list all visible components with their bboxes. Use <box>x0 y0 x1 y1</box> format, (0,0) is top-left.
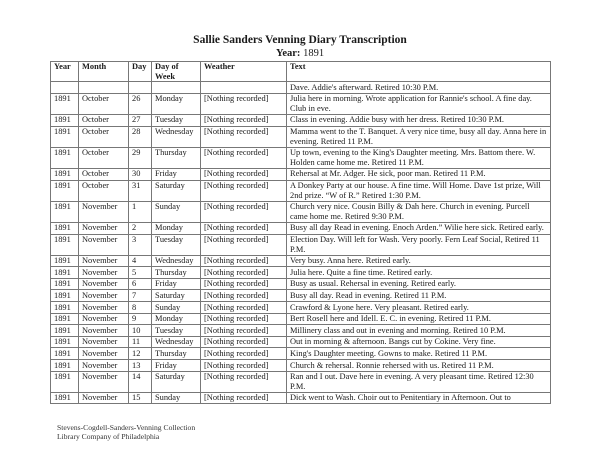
header-month: Month <box>79 62 129 82</box>
cell-year: 1891 <box>51 114 79 126</box>
cell-month: November <box>79 290 129 302</box>
table-row <box>51 371 551 392</box>
cell-text: Crawford & Lyone here. Very pleasant. Retired early. <box>287 302 551 314</box>
cell-month: October <box>79 93 129 114</box>
cell-day-of-week: Monday <box>152 93 201 114</box>
cell-text: Busy as usual. Rehersal in evening. Retired early. <box>287 278 551 290</box>
cell-weather: [Nothing recorded] <box>201 325 287 337</box>
cell-day-of-week: Tuesday <box>152 114 201 126</box>
cell-text: Church very nice. Cousin Billy & Dah here. Church in evening. Purcell came home me. Retired 9:30 P.M. <box>287 201 551 222</box>
cell-weather: [Nothing recorded] <box>201 278 287 290</box>
cell-day: 29 <box>129 147 152 168</box>
header-day: Day <box>129 62 152 82</box>
cell-month: October <box>79 180 129 201</box>
year-label: Year: <box>275 48 301 59</box>
header-year: Year <box>51 62 79 82</box>
document-year <box>0 48 600 59</box>
cell-day: 7 <box>129 290 152 302</box>
header-text: Text <box>287 62 551 82</box>
cell-day-of-week: Thursday <box>152 348 201 360</box>
cell-day-of-week: Wednesday <box>152 255 201 267</box>
footer <box>57 423 195 441</box>
cell-month: November <box>79 278 129 290</box>
cell-month: November <box>79 371 129 392</box>
cell-month: November <box>79 325 129 337</box>
cell-text: Millinery class and out in evening and morning. Retired 10 P.M. <box>287 325 551 337</box>
table-row <box>51 234 551 255</box>
cell-weather: [Nothing recorded] <box>201 234 287 255</box>
cell-text: Julia here. Quite a fine time. Retired early. <box>287 267 551 279</box>
cell-day-of-week: Monday <box>152 313 201 325</box>
table-row <box>51 336 551 348</box>
cell-weather: [Nothing recorded] <box>201 267 287 279</box>
cell-day: 9 <box>129 313 152 325</box>
cell-year: 1891 <box>51 93 79 114</box>
cell-text: Busy all day. Read in evening. Retired 11 P.M. <box>287 290 551 302</box>
cell-month: October <box>79 114 129 126</box>
year-value: 1891 <box>303 48 325 59</box>
cell-day: 10 <box>129 325 152 337</box>
cell-year: 1891 <box>51 147 79 168</box>
cell-year: 1891 <box>51 126 79 147</box>
cell-text: Church & rehersal. Ronnie rehersed with us. Retired 11 P.M. <box>287 360 551 372</box>
table-row <box>51 201 551 222</box>
cell-weather: [Nothing recorded] <box>201 371 287 392</box>
diary-table <box>50 61 551 404</box>
table-row <box>51 325 551 337</box>
cell-month: November <box>79 255 129 267</box>
cell-year: 1891 <box>51 234 79 255</box>
cell-weather: [Nothing recorded] <box>201 392 287 404</box>
cell-weather: [Nothing recorded] <box>201 168 287 180</box>
cell-year: 1891 <box>51 267 79 279</box>
cell-month: November <box>79 234 129 255</box>
cell-day: 6 <box>129 278 152 290</box>
cell-day-of-week: Saturday <box>152 180 201 201</box>
cell-weather: [Nothing recorded] <box>201 147 287 168</box>
cell-text: Mamma went to the T. Banquet. A very nice time, busy all day. Anna here in evening. Retired 11 P.M. <box>287 126 551 147</box>
cell-day-of-week: Thursday <box>152 267 201 279</box>
cell-text: A Donkey Party at our house. A fine time. Will Home. Dave 1st prize, Will 2nd prize. “W of R.” Retired 1:30 P.M. <box>287 180 551 201</box>
table-row-continuation <box>51 82 551 94</box>
cell-year: 1891 <box>51 348 79 360</box>
cell-text: Julia here in morning. Wrote application for Rannie's school. A fine day. Club in eve. <box>287 93 551 114</box>
cell-text: Election Day. Will left for Wash. Very poorly. Fern Leaf Social, Retired 11 P.M. <box>287 234 551 255</box>
cell-day-of-week: Saturday <box>152 371 201 392</box>
cell-text: Rehersal at Mr. Adger. He sick, poor man. Retired 11 P.M. <box>287 168 551 180</box>
footer-collection: Stevens-Cogdell-Sanders-Venning Collection <box>57 423 196 432</box>
cell-year: 1891 <box>51 168 79 180</box>
cell-year: 1891 <box>51 180 79 201</box>
cell-day: 28 <box>129 126 152 147</box>
header-weather: Weather <box>201 62 287 82</box>
cell-day: 5 <box>129 267 152 279</box>
cell-weather: [Nothing recorded] <box>201 255 287 267</box>
table-row <box>51 267 551 279</box>
cell-day-of-week: Friday <box>152 360 201 372</box>
table-row <box>51 392 551 404</box>
cell-day-of-week: Monday <box>152 222 201 234</box>
cell-text: Very busy. Anna here. Retired early. <box>287 255 551 267</box>
cell-weather: [Nothing recorded] <box>201 222 287 234</box>
table-row <box>51 168 551 180</box>
cell-month: November <box>79 201 129 222</box>
cell-day: 27 <box>129 114 152 126</box>
cell-year: 1891 <box>51 255 79 267</box>
cell-text: Ran and I out. Dave here in evening. A very pleasant time. Retired 12:30 P.M. <box>287 371 551 392</box>
cell-weather: [Nothing recorded] <box>201 302 287 314</box>
cell-month: October <box>79 147 129 168</box>
cell-year: 1891 <box>51 325 79 337</box>
table-row <box>51 348 551 360</box>
cell-day-of-week: Friday <box>152 278 201 290</box>
cell-day-of-week: Friday <box>152 168 201 180</box>
cell-year: 1891 <box>51 201 79 222</box>
cell-day-of-week: Tuesday <box>152 325 201 337</box>
cell-day-of-week: Sunday <box>152 392 201 404</box>
cell-weather: [Nothing recorded] <box>201 313 287 325</box>
cell-month: November <box>79 267 129 279</box>
cell-day-of-week: Sunday <box>152 302 201 314</box>
table-row <box>51 126 551 147</box>
cell-month: November <box>79 360 129 372</box>
cell-day: 1 <box>129 201 152 222</box>
cell-year: 1891 <box>51 222 79 234</box>
cell-day: 13 <box>129 360 152 372</box>
cell-year: 1891 <box>51 336 79 348</box>
cell-year: 1891 <box>51 360 79 372</box>
table-row <box>51 290 551 302</box>
cell-weather: [Nothing recorded] <box>201 126 287 147</box>
cell-text: Bert Rosell here and Idell. E. C. in evening. Retired 11 P.M. <box>287 313 551 325</box>
cell-weather: [Nothing recorded] <box>201 180 287 201</box>
cell-weather: [Nothing recorded] <box>201 336 287 348</box>
table-row <box>51 360 551 372</box>
cell-month: November <box>79 302 129 314</box>
cell-year: 1891 <box>51 302 79 314</box>
cell-weather: [Nothing recorded] <box>201 360 287 372</box>
cell-day: 3 <box>129 234 152 255</box>
table-row <box>51 255 551 267</box>
cell-day: 31 <box>129 180 152 201</box>
cell-day-of-week: Saturday <box>152 290 201 302</box>
cell-weather: [Nothing recorded] <box>201 93 287 114</box>
cell-weather: [Nothing recorded] <box>201 290 287 302</box>
table-row <box>51 313 551 325</box>
cell-text: Class in evening. Addie busy with her dress. Retired 10:30 P.M. <box>287 114 551 126</box>
cell-month: November <box>79 336 129 348</box>
cell-year: 1891 <box>51 392 79 404</box>
cell-day: 4 <box>129 255 152 267</box>
cell-day: 14 <box>129 371 152 392</box>
cell-day: 11 <box>129 336 152 348</box>
cell-day-of-week: Wednesday <box>152 126 201 147</box>
cell-weather: [Nothing recorded] <box>201 114 287 126</box>
cell-month: November <box>79 392 129 404</box>
cell-weather: [Nothing recorded] <box>201 348 287 360</box>
table-row <box>51 93 551 114</box>
cell-text: Up town, evening to the King's Daughter meeting. Mrs. Battom there. W. Holden came home me. Retired 11 P.M. <box>287 147 551 168</box>
document-title: Sallie Sanders Venning Diary Transcription <box>193 34 407 46</box>
footer-library: Library Company of Philadelphia <box>57 432 160 441</box>
cell-weather: [Nothing recorded] <box>201 201 287 222</box>
cell-day-of-week: Wednesday <box>152 336 201 348</box>
header-day-of-week: Day of Week <box>152 62 201 82</box>
cell-year: 1891 <box>51 371 79 392</box>
table-row <box>51 180 551 201</box>
cell-day: 8 <box>129 302 152 314</box>
cell-day: 12 <box>129 348 152 360</box>
cell-month: November <box>79 348 129 360</box>
cell-text: Dick went to Wash. Choir out to Penitentiary in Afternoon. Out to <box>287 392 551 404</box>
table-row <box>51 114 551 126</box>
table-row <box>51 278 551 290</box>
cell-year: 1891 <box>51 290 79 302</box>
cell-day: 15 <box>129 392 152 404</box>
cell-day: 30 <box>129 168 152 180</box>
cell-text: Dave. Addie's afterward. Retired 10:30 P.M. <box>287 82 551 94</box>
cell-day-of-week: Thursday <box>152 147 201 168</box>
cell-text: Busy all day Read in evening. Enoch Arden.” Wilie here sick. Retired early. <box>287 222 551 234</box>
cell-month: November <box>79 222 129 234</box>
cell-day-of-week: Sunday <box>152 201 201 222</box>
cell-month: October <box>79 168 129 180</box>
cell-year: 1891 <box>51 313 79 325</box>
table-row <box>51 147 551 168</box>
cell-year: 1891 <box>51 278 79 290</box>
table-row <box>51 222 551 234</box>
cell-day: 26 <box>129 93 152 114</box>
cell-month: October <box>79 126 129 147</box>
table-header-row <box>51 62 551 82</box>
cell-month: November <box>79 313 129 325</box>
cell-text: King's Daughter meeting. Gowns to make. Retired 11 P.M. <box>287 348 551 360</box>
cell-text: Out in morning & afternoon. Bangs cut by Cokine. Very fine. <box>287 336 551 348</box>
cell-day: 2 <box>129 222 152 234</box>
table-row <box>51 302 551 314</box>
cell-day-of-week: Tuesday <box>152 234 201 255</box>
